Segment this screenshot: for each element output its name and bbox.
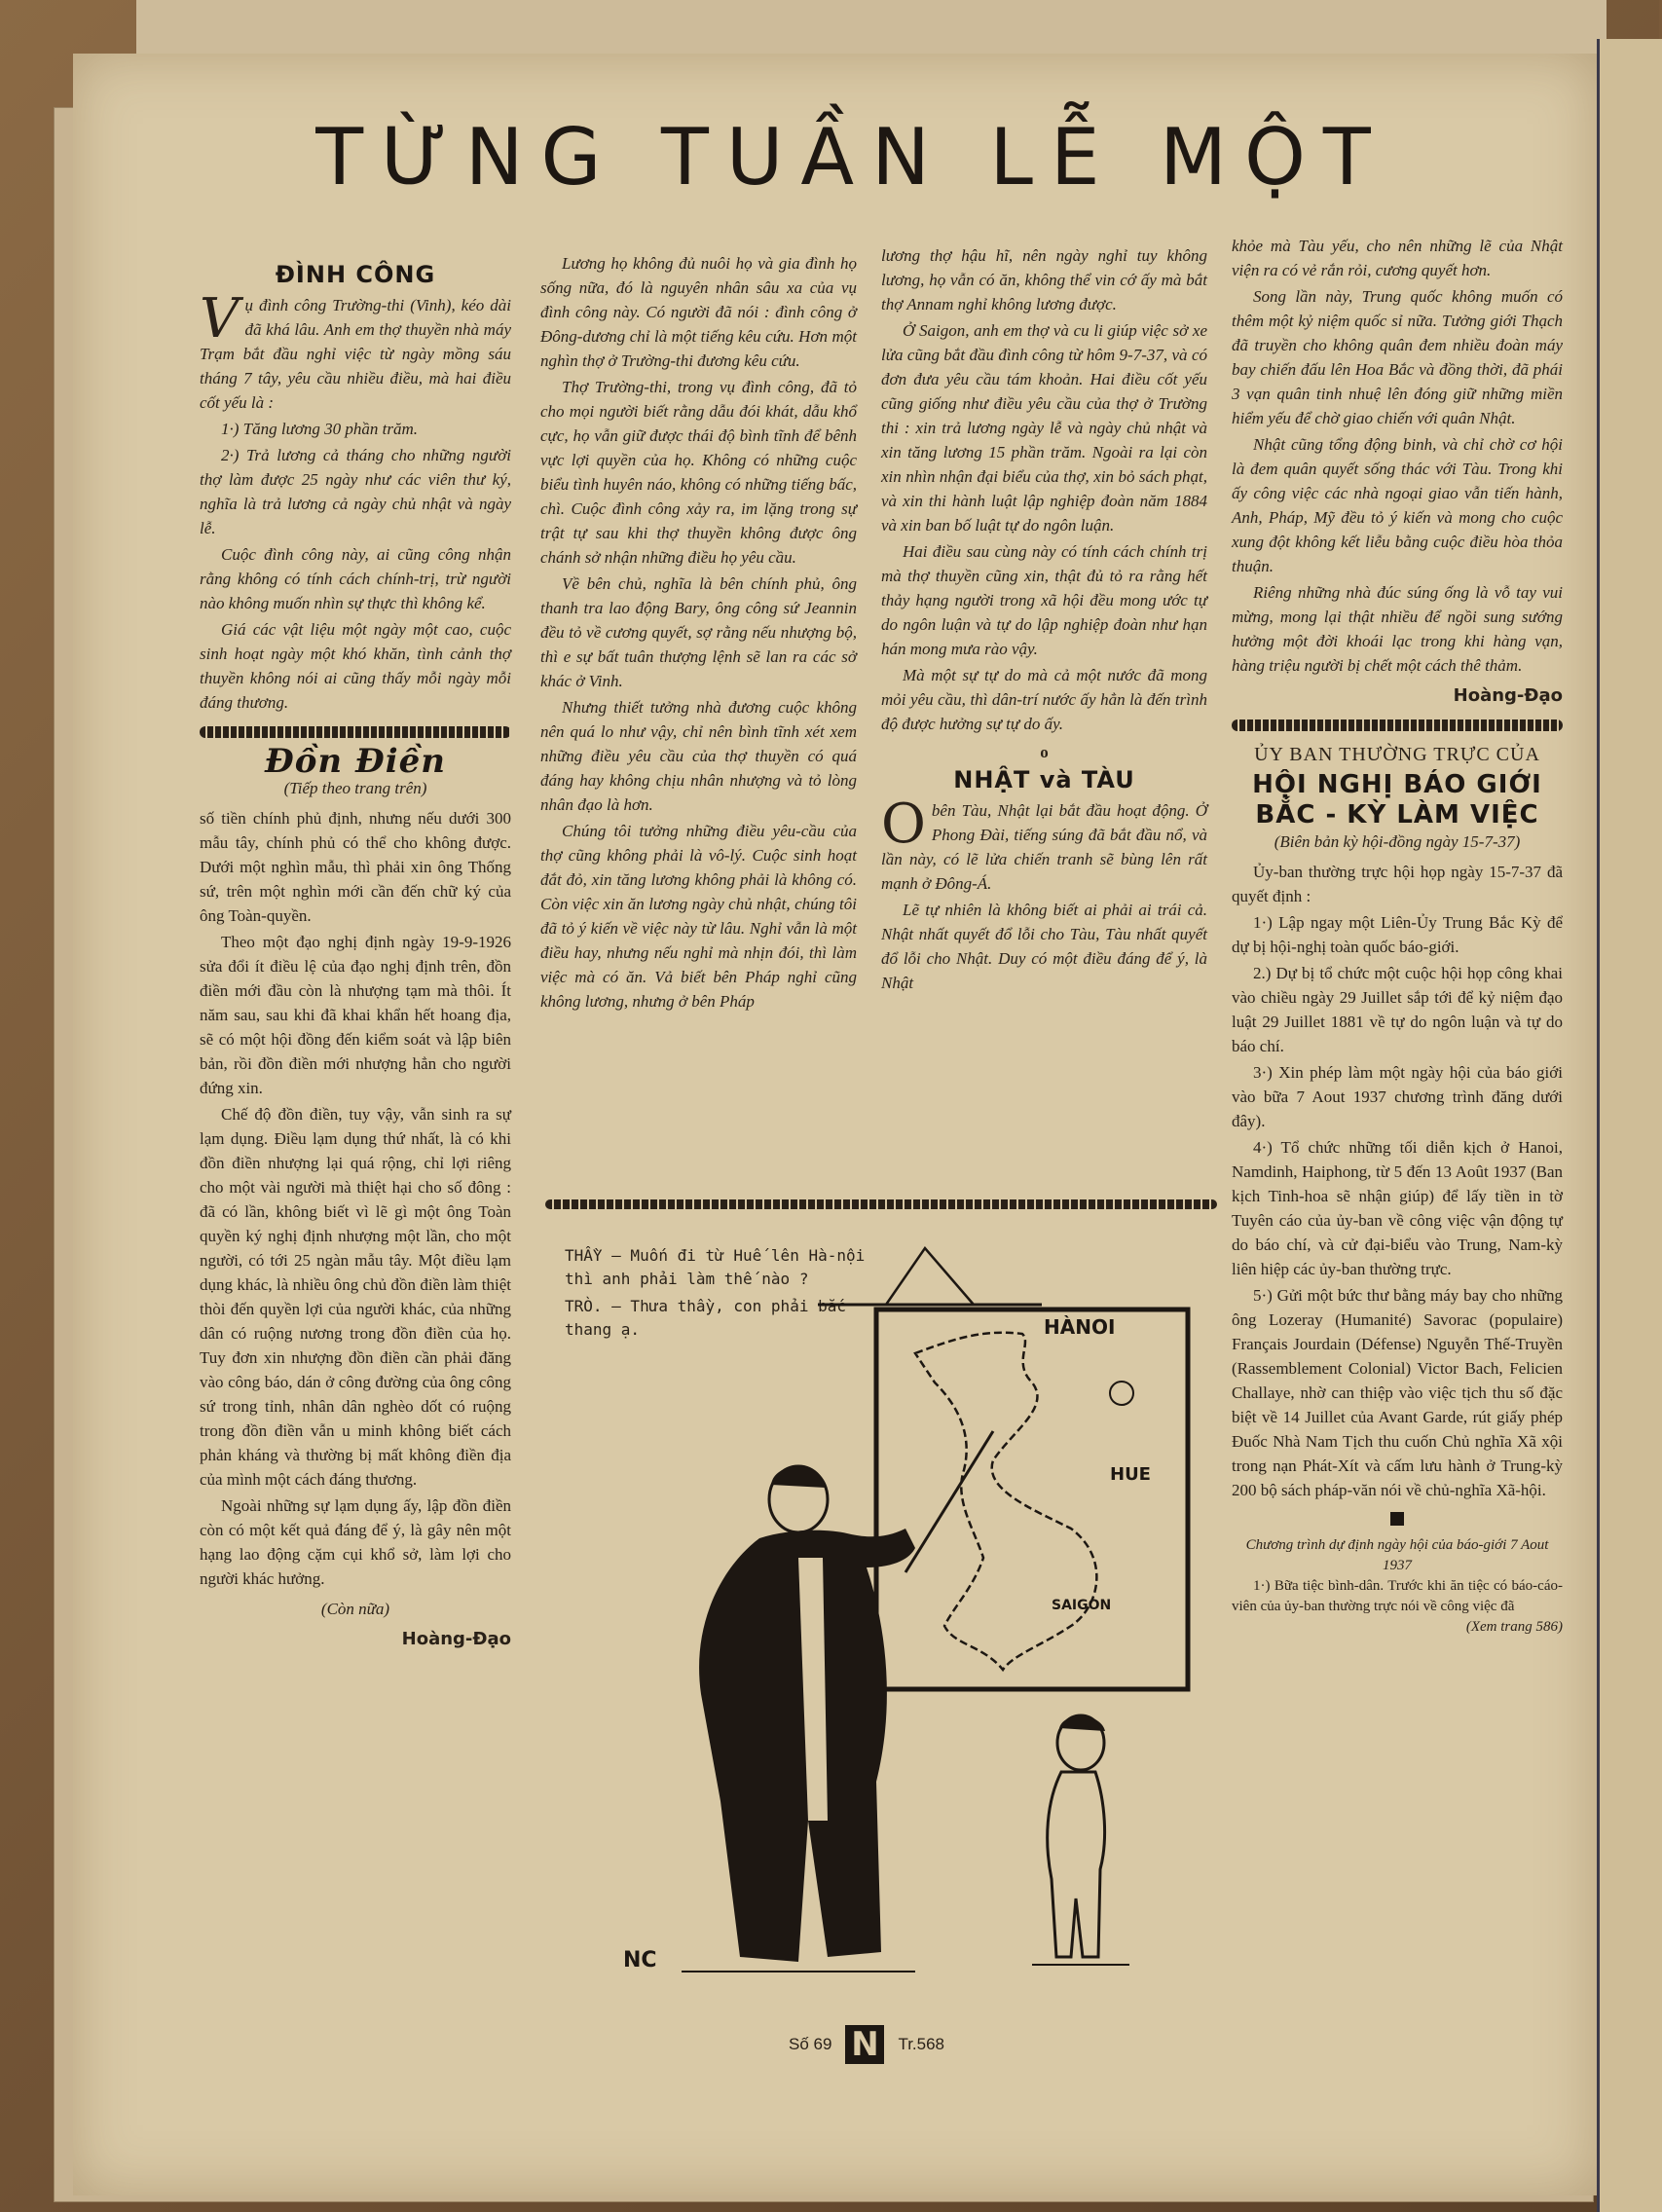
caption-teacher: THẦY — Muốn đi từ Huế lên Hà-nội thì anh phải làm thế nào ? [565, 1246, 866, 1288]
paragraph: Chúng tôi tưởng những điều yêu-cầu của thợ cũng không phải là vô-lý. Cuộc sinh hoạt đắt đỏ, xin tăng lương không phải là không có. Còn việc xin ăn lương ngày chủ nhật, chúng tôi đã tỏ ý kiến về việc này từ lâu. Nghỉ vẫn là một điều hay, nhưng nếu nghỉ mà nhịn đói, thì làm việc mà có ăn. Vả biết bên Pháp nghỉ cũng không lương, nhưng ở bên Pháp [540, 822, 857, 1011]
cartoonist-signature: NC [623, 1948, 657, 1972]
teacher-figure [682, 1466, 915, 1972]
cartoon-divider [545, 1199, 1217, 1209]
paragraph: bên Tàu, Nhật lại bắt đầu hoạt động. Ở Phong Đài, tiếng súng đã bắt đầu nổ, và lần này, có lẽ lửa chiến tranh sẽ bùng lên rất mạnh ở Đông-Á. [881, 801, 1207, 893]
column-1 [200, 263, 511, 1651]
don-dien-article [200, 806, 511, 1591]
square-ornament [1390, 1512, 1404, 1526]
paragraph: Về bên chủ, nghĩa là bên chính phủ, ông thanh tra lao động Bary, ông công sứ Jeannin đều tỏ về cương quyết, sợ rằng nếu nhượng bộ, thì e sự bất tuân thượng lệnh sẽ lan ra các sở khác ở Vinh. [540, 574, 857, 690]
don-dien-subtitle: (Tiếp theo trang trên) [283, 779, 427, 797]
column-2 [540, 251, 857, 1015]
column-4 [1232, 234, 1563, 1638]
nhat-tau-heading: NHẬT và TÀU [953, 766, 1135, 793]
column-3 [881, 243, 1207, 997]
paragraph: Lương họ không đủ nuôi họ và gia đình họ sống nữa, đó là nguyên nhân sâu xa của vụ đình công này. Có người đã nói : đình công ở Đông-dương chỉ là một tiếng kêu cứu. Hơn một nghìn thợ ở Trường-thi đương kêu cứu. [540, 254, 857, 370]
paragraph: Mà một sự tự do mà cả một nước đã mong mỏi yêu cầu, thì dân-trí nước ấy hẳn là đến trình độ được hưởng sự tự do ấy. [881, 666, 1207, 733]
list-item: 3·) Xin phép làm một ngày hội của báo giới vào bữa 7 Aout 1937 chương trình đăng dưới đây). [1232, 1063, 1563, 1130]
paragraph: Lẽ tự nhiên là không biết ai phải ai trái cả. Nhật nhất quyết đổ lỗi cho Tàu, Tàu nhất quyết đổ lỗi cho Nhật. Duy có một điều đáng để ý, là Nhật [881, 901, 1207, 992]
byline-hoang-dao: Hoàng-Đạo [401, 1629, 511, 1649]
list-item: 4·) Tổ chức những tối diễn kịch ở Hanoi, Namdinh, Haiphong, từ 5 đến 13 Août 1937 (Ban kịch Tinh-hoa sẽ nhận giúp) để lấy tiền in tờ Tuyên cáo của ủy-ban về công việc vận động tự do báo chí, và cử đại-biểu vào Trung, Nam-kỳ liên hiệp các ủy-ban thường trực. [1232, 1138, 1563, 1278]
list-item: 1·) Lập ngay một Liên-Ủy Trung Bắc Kỳ để dự bị hội-nghị toàn quốc báo-giới. [1232, 913, 1563, 956]
program-text: 1·) Bữa tiệc bình-dân. Trước khi ăn tiệc có báo-cáo-viên của ủy-ban thường trực nói về công việc đã [1232, 1578, 1563, 1614]
back-sheet-top [136, 0, 1607, 60]
paragraph: Riêng những nhà đúc súng ống là vỗ tay vui mừng, mong lại thật nhiều để ngồi sung sướng hưởng một đời khoái lạc trong khi hàng vạn, hàng triệu người bị chết một cách thê thảm. [1232, 583, 1563, 675]
list-item: 5·) Gửi một bức thư bằng máy bay cho những ông Lozeray (Humanité) Savorac (populaire) Français Jourdain (Défense) Nguyễn Thế-Truyền (Rassemblement Colonial) Victor Bach, Felicien Challaye, nhờ can thiệp vào việc tịch thu số đặc biệt về 14 Juillet của Avant Garde, rút giấy phép Đuốc Nhà Nam Tịch thu cuốn Chủ nghĩa Xã xội trong nạn Phát-Xít và cấm lưu hành ở Trung-kỳ 200 bộ sách pháp-văn nói về chủ-nghĩa Xã-hội. [1232, 1286, 1563, 1499]
paragraph: Thợ Trường-thi, trong vụ đình công, đã tỏ cho mọi người biết rằng dẫu đói khát, dẫu khổ cực, họ vẫn giữ được thái độ bình tĩnh để bênh vực lợi quyền của họ. Không có những cuộc biểu tình huyên náo, không có những tiếng bấc, chì. Cuộc đình công xảy ra, im lặng trong sự trật tự sau khi thợ thuyền không được ông chánh sở nhận những điều họ yêu cầu. [540, 378, 857, 567]
paragraph: Ngoài những sự lạm dụng ấy, lập đồn điền còn có một kết quả đáng để ý, là gây nên một hạng lao động cặm cụi khổ sở, làm lợi cho người khác hưởng. [200, 1496, 511, 1588]
hoi-nghi-heading-1: HỘI NGHỊ BÁO GIỚI [1252, 770, 1542, 799]
pointer-stick [905, 1431, 993, 1572]
map-label-saigon: SAIGON [1052, 1598, 1112, 1613]
hoi-nghi-heading-2: BẮC - KỲ LÀM VIỆC [1255, 800, 1539, 830]
paragraph: 2·) Trả lương cả tháng cho những người thợ làm được 25 ngày như các viên thư ký, nghĩa là trả lương cả ngày chủ nhật và ngày lễ. [200, 446, 511, 537]
dinh-cong-heading: ĐÌNH CÔNG [275, 261, 436, 288]
section-divider [1232, 719, 1563, 731]
right-sheet-edge [1597, 39, 1662, 2212]
page-footer [789, 2025, 944, 2064]
uy-ban-decisions [1232, 860, 1563, 1502]
program-title: Chương trình dự định ngày hội của báo-giới 7 Aout 1937 [1245, 1537, 1549, 1573]
paragraph: Cuộc đình công này, ai cũng công nhận rằng không có tính cách chính-trị, trừ người nào không muốn nhìn sự thực thì không kể. [200, 545, 511, 612]
map-outline [915, 1333, 1096, 1670]
uy-ban-heading: ỦY BAN THƯỜNG TRỰC CỦA [1254, 744, 1540, 765]
paragraph: Giá các vật liệu một ngày một cao, cuộc sinh hoạt ngày một khó khăn, tình cảnh thợ thuyền không nói ai cũng thấy mỗi ngày mỗi đáng thương. [200, 620, 511, 712]
bien-ban-subtitle: (Biên bản kỳ hội-đồng ngày 15-7-37) [1274, 832, 1521, 851]
cartoon-illustration [623, 1236, 1207, 1986]
issue-number: Số 69 [789, 2035, 832, 2053]
student-figure [1032, 1715, 1129, 1965]
map-label-hanoi: HÀNOI [1044, 1315, 1116, 1339]
paragraph: khỏe mà Tàu yếu, cho nên những lẽ của Nhật viện ra có vẻ rắn rỏi, cương quyết hơn. [1232, 237, 1563, 279]
section-divider [200, 726, 511, 738]
paragraph: lương thợ hậu hĩ, nên ngày nghỉ tuy không lương, họ vẫn có ăn, không thể vin cớ ấy mà bắt thợ Annam nghỉ không lương được. [881, 246, 1207, 313]
list-item: Ủy-ban thường trực hội họp ngày 15-7-37 đã quyết định : [1232, 863, 1563, 905]
paragraph: Theo một đạo nghị định ngày 19-9-1926 sửa đổi ít điều lệ của đạo nghị định trên, đồn điền mới đầu còn là nhượng tạm mà thôi. Ít năm sau, sau khi đã khai khẩn hết hoang địa, sẽ có một hội đồng đến kiểm soát và lập biên bản, rồi đồn điền mới nhượng hẳn cho người đứng xin. [200, 933, 511, 1097]
circle-ornament: o [1040, 743, 1049, 761]
list-item: 2.) Dự bị tổ chức một cuộc hội họp công khai vào chiều ngày 29 Juillet sắp tới để kỷ niệm đạo luật 29 Juillet 1881 về tự do ngôn luận và tự do báo chí. [1232, 964, 1563, 1055]
see-page-note: (Xem trang 586) [1465, 1619, 1563, 1635]
paragraph: 1·) Tăng lương 30 phần trăm. [221, 420, 419, 438]
con-nua: (Còn nữa) [320, 1600, 390, 1618]
byline-hoang-dao-2: Hoàng-Đạo [1453, 685, 1563, 706]
paragraph: ụ đình công Trường-thi (Vinh), kéo dài đã khá lâu. Anh em thợ thuyền nhà máy Trạm bắt đầu nghỉ việc từ ngày mồng sáu tháng 7 tây, yêu cầu nhiều điều, mà hai điều cốt yếu là : [200, 296, 511, 412]
page-number: Tr.568 [898, 2035, 945, 2053]
paragraph: Hai điều sau cùng này có tính cách chính trị mà thợ thuyền cũng xin, thật đủ tỏ ra rằng hết thảy hạng người trong xã hội đều mong ước tự do ngôn luận và tự do lập nghiệp đoàn như hạn hán mong mưa rào vậy. [881, 542, 1207, 658]
don-dien-title: Đồn Điền [265, 742, 446, 781]
dinh-cong-article [200, 287, 511, 715]
paragraph: Nhưng thiết tưởng nhà đương cuộc không nên quá lo như vậy, chỉ nên bình tĩnh xét xem những điều yêu cầu của thợ thuyền có quá đáng hay không chịu nhân nhượng và tỏ lòng nhân đạo là hơn. [540, 698, 857, 814]
dropcap-v: V [200, 287, 240, 350]
map-label-hue: HUE [1110, 1464, 1151, 1485]
paragraph: Chế độ đồn điền, tuy vậy, vẫn sinh ra sự lạm dụng. Điều lạm dụng thứ nhất, là có khi đồn điền nhượng lại quá rộng, chỉ lợi riêng cho một vài người mà thiệt hại cho số đông : đã có lần, không biết vì lẽ gì một ông Toàn quyền ký nghị định nhượng một lần, cho một người, có tới 25 ngàn mẫu tây. Một điều lạm dụng khác, là nhiều ông chủ đồn điền làm thiệt thòi đến quyền lợi của người khác, của những dân có ruộng nương trong đồn điền của họ. Tuy đơn xin nhượng đồn điền cần phải đăng vào công báo, dán ở công đường của ông công sứ trong tỉnh, nhân dân nghèo dốt có ruộng trong đồn điền vẫn u minh không biết cách phản kháng và thường bị mất không điền địa của mình một cách đáng thương. [200, 1105, 511, 1489]
dropcap-o: O [881, 793, 926, 856]
masthead-title: TỪNG TUẦN LỄ MỘT [315, 112, 1388, 203]
paragraph: Song lần này, Trung quốc không muốn có thêm một kỷ niệm quốc sỉ nữa. Tưởng giới Thạch đã truyền cho không quân đem nhiều đoàn máy bay chiến đấu lên Hoa Bắc và đồng thời, đã phái 3 vạn quân tinh nhuệ lên đóng giữ những miền hiểm yếu để chờ giao chiến với quân Nhật. [1232, 287, 1563, 427]
paragraph: Ở Saigon, anh em thợ và cu li giúp việc sở xe lửa cũng bắt đầu đình công từ hôm 9-7-37, và có đơn đưa yêu cầu tám khoản. Hai điều cốt yếu cũng giống như điều yêu cầu của thợ ở Trường thi : xin trả lương ngày lễ và ngày chủ nhật và xin tăng lương 15 phần trăm. Ngoài ra lại còn xin nhìn nhận đại biểu của thợ, xin bỏ sách phạt, và xin thi hành luật lập nghiệp đoàn năm 1884 và xin ban bố luật tự do ngôn luận. [881, 321, 1207, 535]
paragraph: số tiền chính phủ định, nhưng nếu dưới 300 mẫu tây, chính phủ có thể cho không được. Dưới một nghìn mẫu, thì phải xin ông Thống sứ, trên một nghìn mới cần đến chữ ký của ông Toàn-quyền. [200, 809, 511, 925]
paragraph: Nhật cũng tổng động binh, và chỉ chờ cơ hội là đem quân quyết sống thác với Tàu. Trong khi ấy công việc các nhà ngoại giao vẫn tiến hành, Anh, Pháp, Mỹ đều tỏ ý kiến và mong cho cuộc xung đột không kết liễu bằng cuộc điều hòa thỏa thuận. [1232, 435, 1563, 575]
newspaper-logo: N [845, 2025, 884, 2064]
caption-student: TRÒ. — Thưa thầy, con phải bắc thang ạ. [565, 1297, 846, 1339]
